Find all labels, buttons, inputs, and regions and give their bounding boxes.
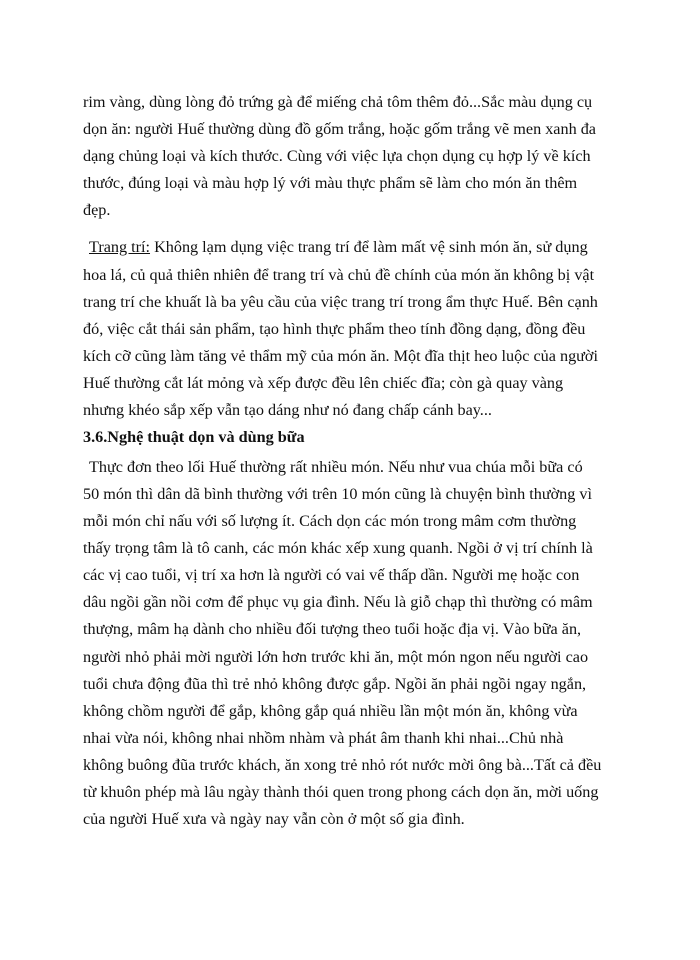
- paragraph-line: Thực đơn theo lối Huế thường rất nhiều món. Nếu như vua chúa mỗi bữa có: [89, 458, 583, 476]
- paragraph-line: các vị cao tuổi, vị trí xa hơn là người có vai vế thấp dần. Người mẹ hoặc con: [83, 566, 580, 584]
- paragraph-line: đẹp.: [83, 201, 111, 219]
- paragraph-line: đó, việc cắt thái sản phẩm, tạo hình thực phẩm theo tính đồng dạng, đồng đều: [83, 320, 586, 338]
- paragraph-line: của người Huế xưa và ngày nay vẫn còn ở một số gia đình.: [83, 810, 465, 828]
- paragraph-line: rim vàng, dùng lòng đỏ trứng gà để miếng chả tôm thêm đỏ...Sắc màu dụng cụ: [83, 93, 593, 111]
- paragraph-line: Huế thường cắt lát mỏng và xếp được đều lên chiếc đĩa; còn gà quay vàng: [83, 374, 564, 392]
- paragraph-line: dâu ngồi gần nồi cơm để phục vụ gia đình. Nếu là giỗ chạp thì thường có mâm: [83, 593, 593, 611]
- section-heading: 3.6.Nghệ thuật dọn và dùng bữa: [83, 428, 305, 446]
- paragraph-line: dạng chủng loại và kích thước. Cùng với việc lựa chọn dụng cụ hợp lý về kích: [83, 147, 591, 165]
- paragraph-line: thượng, mâm hạ dành cho nhiều đối tượng theo tuổi hoặc địa vị. Vào bữa ăn,: [83, 620, 582, 638]
- paragraph-line: thấy trọng tâm là tô canh, các món khác xếp xung quanh. Ngồi ở vị trí chính là: [83, 539, 593, 557]
- paragraph-line: dọn ăn: người Huế thường dùng đồ gốm trắng, hoặc gốm trắng vẽ men xanh đa: [83, 120, 596, 138]
- paragraph-line: từ khuôn phép mà lâu ngày thành thói quen trong phong cách dọn ăn, mời uống: [83, 783, 599, 801]
- paragraph-line: tuổi chưa động đũa thì trẻ nhỏ không được gắp. Ngồi ăn phải ngồi ngay ngắn,: [83, 675, 587, 693]
- paragraph-line: mỗi món chỉ nấu với số lượng ít. Cách dọn các món trong mâm cơm thường: [83, 512, 577, 530]
- paragraph-line: nhai vừa nói, không nhai nhồm nhàm và phát âm thanh khi nhai...Chủ nhà: [83, 729, 564, 747]
- paragraph-line: người nhỏ phải mời người lớn hơn trước khi ăn, một món ngon nếu người cao: [83, 648, 589, 666]
- paragraph-line: không chồm người để gắp, không gắp quá nhiều lần một món ăn, không vừa: [83, 702, 578, 720]
- paragraph-line: thước, đúng loại và màu hợp lý với màu thực phẩm sẽ làm cho món ăn thêm: [83, 174, 578, 192]
- paragraph-line: không buông đũa trước khách, ăn xong trẻ nhỏ rót nước mời ông bà...Tất cả đều: [83, 756, 602, 774]
- paragraph-line: hoa lá, củ quả thiên nhiên để trang trí và chủ đề chính của món ăn không bị vật: [83, 266, 595, 284]
- paragraph-text: Không lạm dụng việc trang trí để làm mất vệ sinh món ăn, sử dụng: [150, 238, 588, 256]
- paragraph-line: nhưng khéo sắp xếp vẫn tạo dáng như nó đang chấp cánh bay...: [83, 401, 492, 419]
- paragraph-line: [89, 237, 588, 257]
- paragraph-line: trang trí che khuất là ba yêu cầu của việc trang trí trong ẩm thực Huế. Bên cạnh: [83, 293, 598, 311]
- decoration-label: Trang trí:: [89, 238, 151, 256]
- paragraph-line: kích cỡ cũng làm tăng vẻ thẩm mỹ của món ăn. Một đĩa thịt heo luộc của người: [83, 347, 598, 365]
- paragraph-line: 50 món thì dân dã bình thường với trên 10 món cũng là chuyện bình thường vì: [83, 485, 593, 503]
